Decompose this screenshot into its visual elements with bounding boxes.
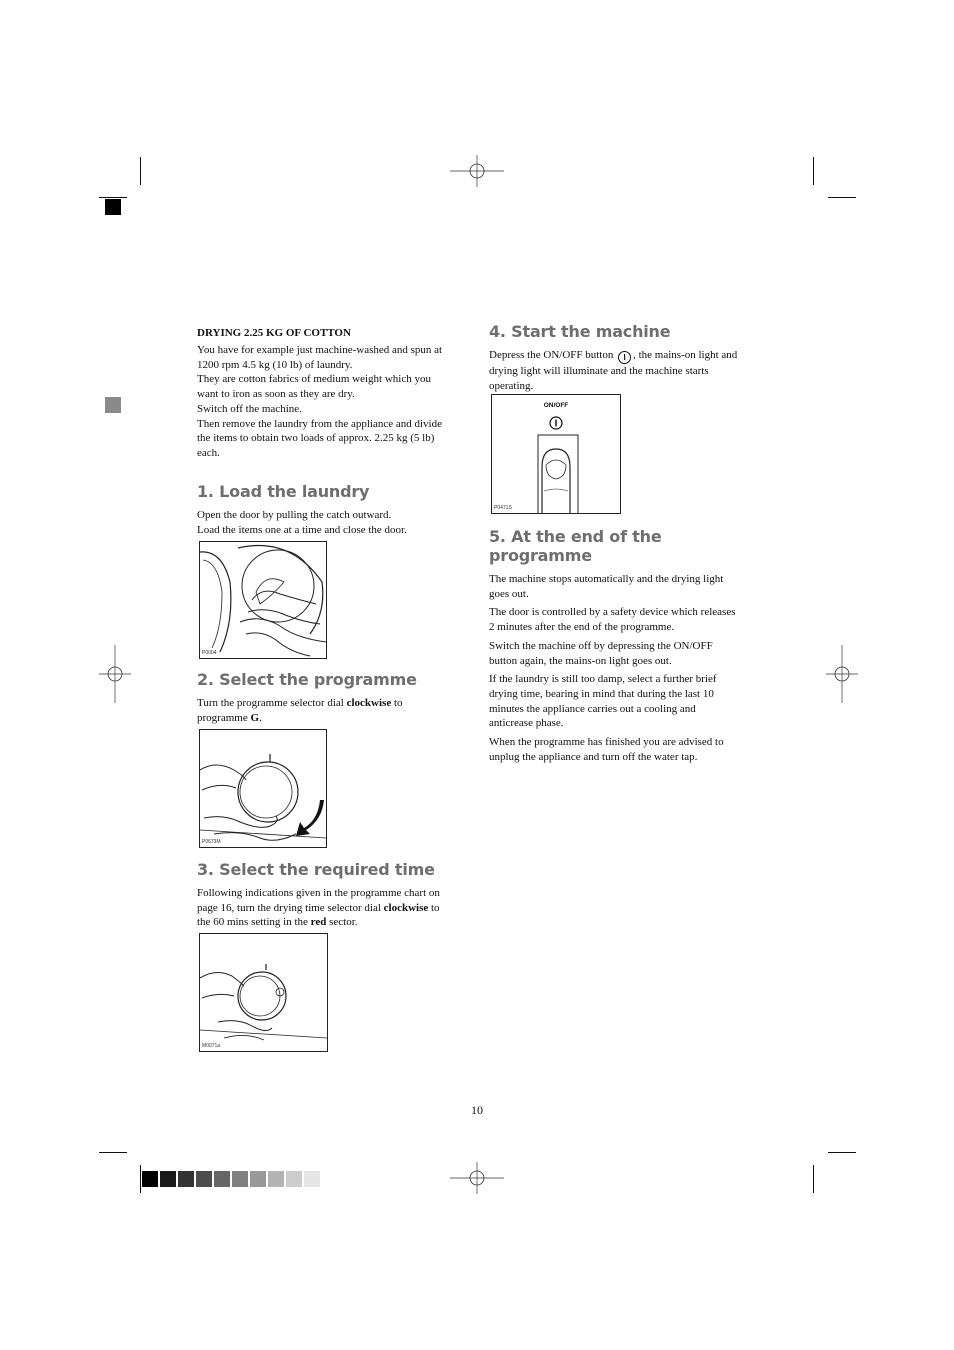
swatch xyxy=(160,1171,176,1187)
figure-code: P0004 xyxy=(202,650,217,656)
step5-line: When the programme has finished you are advised to xyxy=(489,736,724,749)
step2-line: Turn the programme selector dial clockwise to xyxy=(197,697,403,709)
step2-title: 2. Select the programme xyxy=(197,670,417,689)
intro-heading: DRYING 2.25 KG OF COTTON xyxy=(197,327,351,339)
step5-section xyxy=(489,527,764,764)
swatch xyxy=(250,1171,266,1187)
registration-mark-left xyxy=(99,645,131,703)
step4-title: 4. Start the machine xyxy=(489,322,671,341)
step5-line: Switch the machine off by depressing the ON/OFF xyxy=(489,639,713,652)
onoff-label: ON/OFF xyxy=(543,402,569,409)
gray-square-marker xyxy=(105,397,121,413)
step2-line: programme G. xyxy=(197,711,262,724)
step4-line: operating. xyxy=(489,379,534,392)
step3-section xyxy=(197,860,472,930)
step5-line: anticrease phase. xyxy=(489,717,564,730)
registration-mark-bottom xyxy=(450,1162,504,1194)
step5-line: button again, the mains-on light goes out. xyxy=(489,654,672,667)
load-laundry-illustration xyxy=(199,541,327,659)
swatch xyxy=(214,1171,230,1187)
registration-mark-top xyxy=(450,155,504,187)
step5-paragraph xyxy=(489,735,764,764)
step3-line: Following indications given in the programme chart on xyxy=(197,887,440,899)
step1-section xyxy=(197,482,472,537)
programme-dial-illustration xyxy=(199,729,327,848)
figure-code: P0471S xyxy=(494,505,512,511)
intro-line: each. xyxy=(197,446,220,459)
time-dial-illustration xyxy=(199,933,328,1052)
step3-title: 3. Select the required time xyxy=(197,860,435,879)
intro-line: 1200 rpm 4.5 kg (10 lb) of laundry. xyxy=(197,358,353,371)
intro-section xyxy=(197,327,472,461)
step1-title: 1. Load the laundry xyxy=(197,482,370,501)
step3-line: the 60 mins setting in the red sector. xyxy=(197,916,358,929)
page-number: 10 xyxy=(471,1103,483,1117)
step5-title: 5. At the end of the programme xyxy=(489,527,662,565)
swatch xyxy=(268,1171,284,1187)
swatch xyxy=(304,1171,320,1187)
registration-mark-right xyxy=(826,645,858,703)
step5-line: goes out. xyxy=(489,587,529,600)
intro-line: Switch off the machine. xyxy=(197,402,302,415)
step5-paragraph xyxy=(489,572,764,601)
step4-line: drying light will illuminate and the machine starts xyxy=(489,365,709,377)
step4-section xyxy=(489,322,764,393)
step5-line: unplug the appliance and turn off the water tap. xyxy=(489,750,698,763)
step4-line: Depress the ON/OFF button I , the mains-on light and xyxy=(489,349,738,362)
power-button-icon: I xyxy=(618,351,631,364)
swatch xyxy=(142,1171,158,1187)
black-square-marker xyxy=(105,199,121,215)
onoff-button-illustration xyxy=(491,394,621,514)
step1-line: Open the door by pulling the catch outward. xyxy=(197,509,392,521)
intro-line: the items to obtain two loads of approx. 2.25 kg (5 lb) xyxy=(197,432,435,445)
intro-line: want to iron as soon as they are dry. xyxy=(197,388,355,401)
step5-line: minutes the appliance carries out a cooling and xyxy=(489,702,696,715)
step3-line: page 16, turn the drying time selector dial clockwise to xyxy=(197,901,440,914)
intro-line: They are cotton fabrics of medium weight which you xyxy=(197,373,431,386)
intro-line: Then remove the laundry from the appliance and divide xyxy=(197,417,442,430)
step5-paragraph xyxy=(489,605,764,634)
figure-code: M0071a xyxy=(202,1043,221,1049)
step5-line: drying time, bearing in mind that during the last 10 xyxy=(489,687,714,700)
swatch xyxy=(178,1171,194,1187)
step1-line: Load the items one at a time and close the door. xyxy=(197,523,407,536)
step5-line: 2 minutes after the end of the programme. xyxy=(489,621,675,634)
step5-line: The machine stops automatically and the drying light xyxy=(489,573,724,585)
swatch xyxy=(232,1171,248,1187)
swatch xyxy=(196,1171,212,1187)
intro-line: You have for example just machine-washed and spun at xyxy=(197,344,443,356)
step5-line: The door is controlled by a safety device which releases xyxy=(489,606,736,619)
step5-paragraph xyxy=(489,672,764,731)
step5-line: If the laundry is still too damp, select a further brief xyxy=(489,673,717,686)
step5-paragraph xyxy=(489,639,764,668)
step2-section xyxy=(197,670,472,725)
figure-code: P0673M xyxy=(202,839,221,845)
swatch xyxy=(286,1171,302,1187)
